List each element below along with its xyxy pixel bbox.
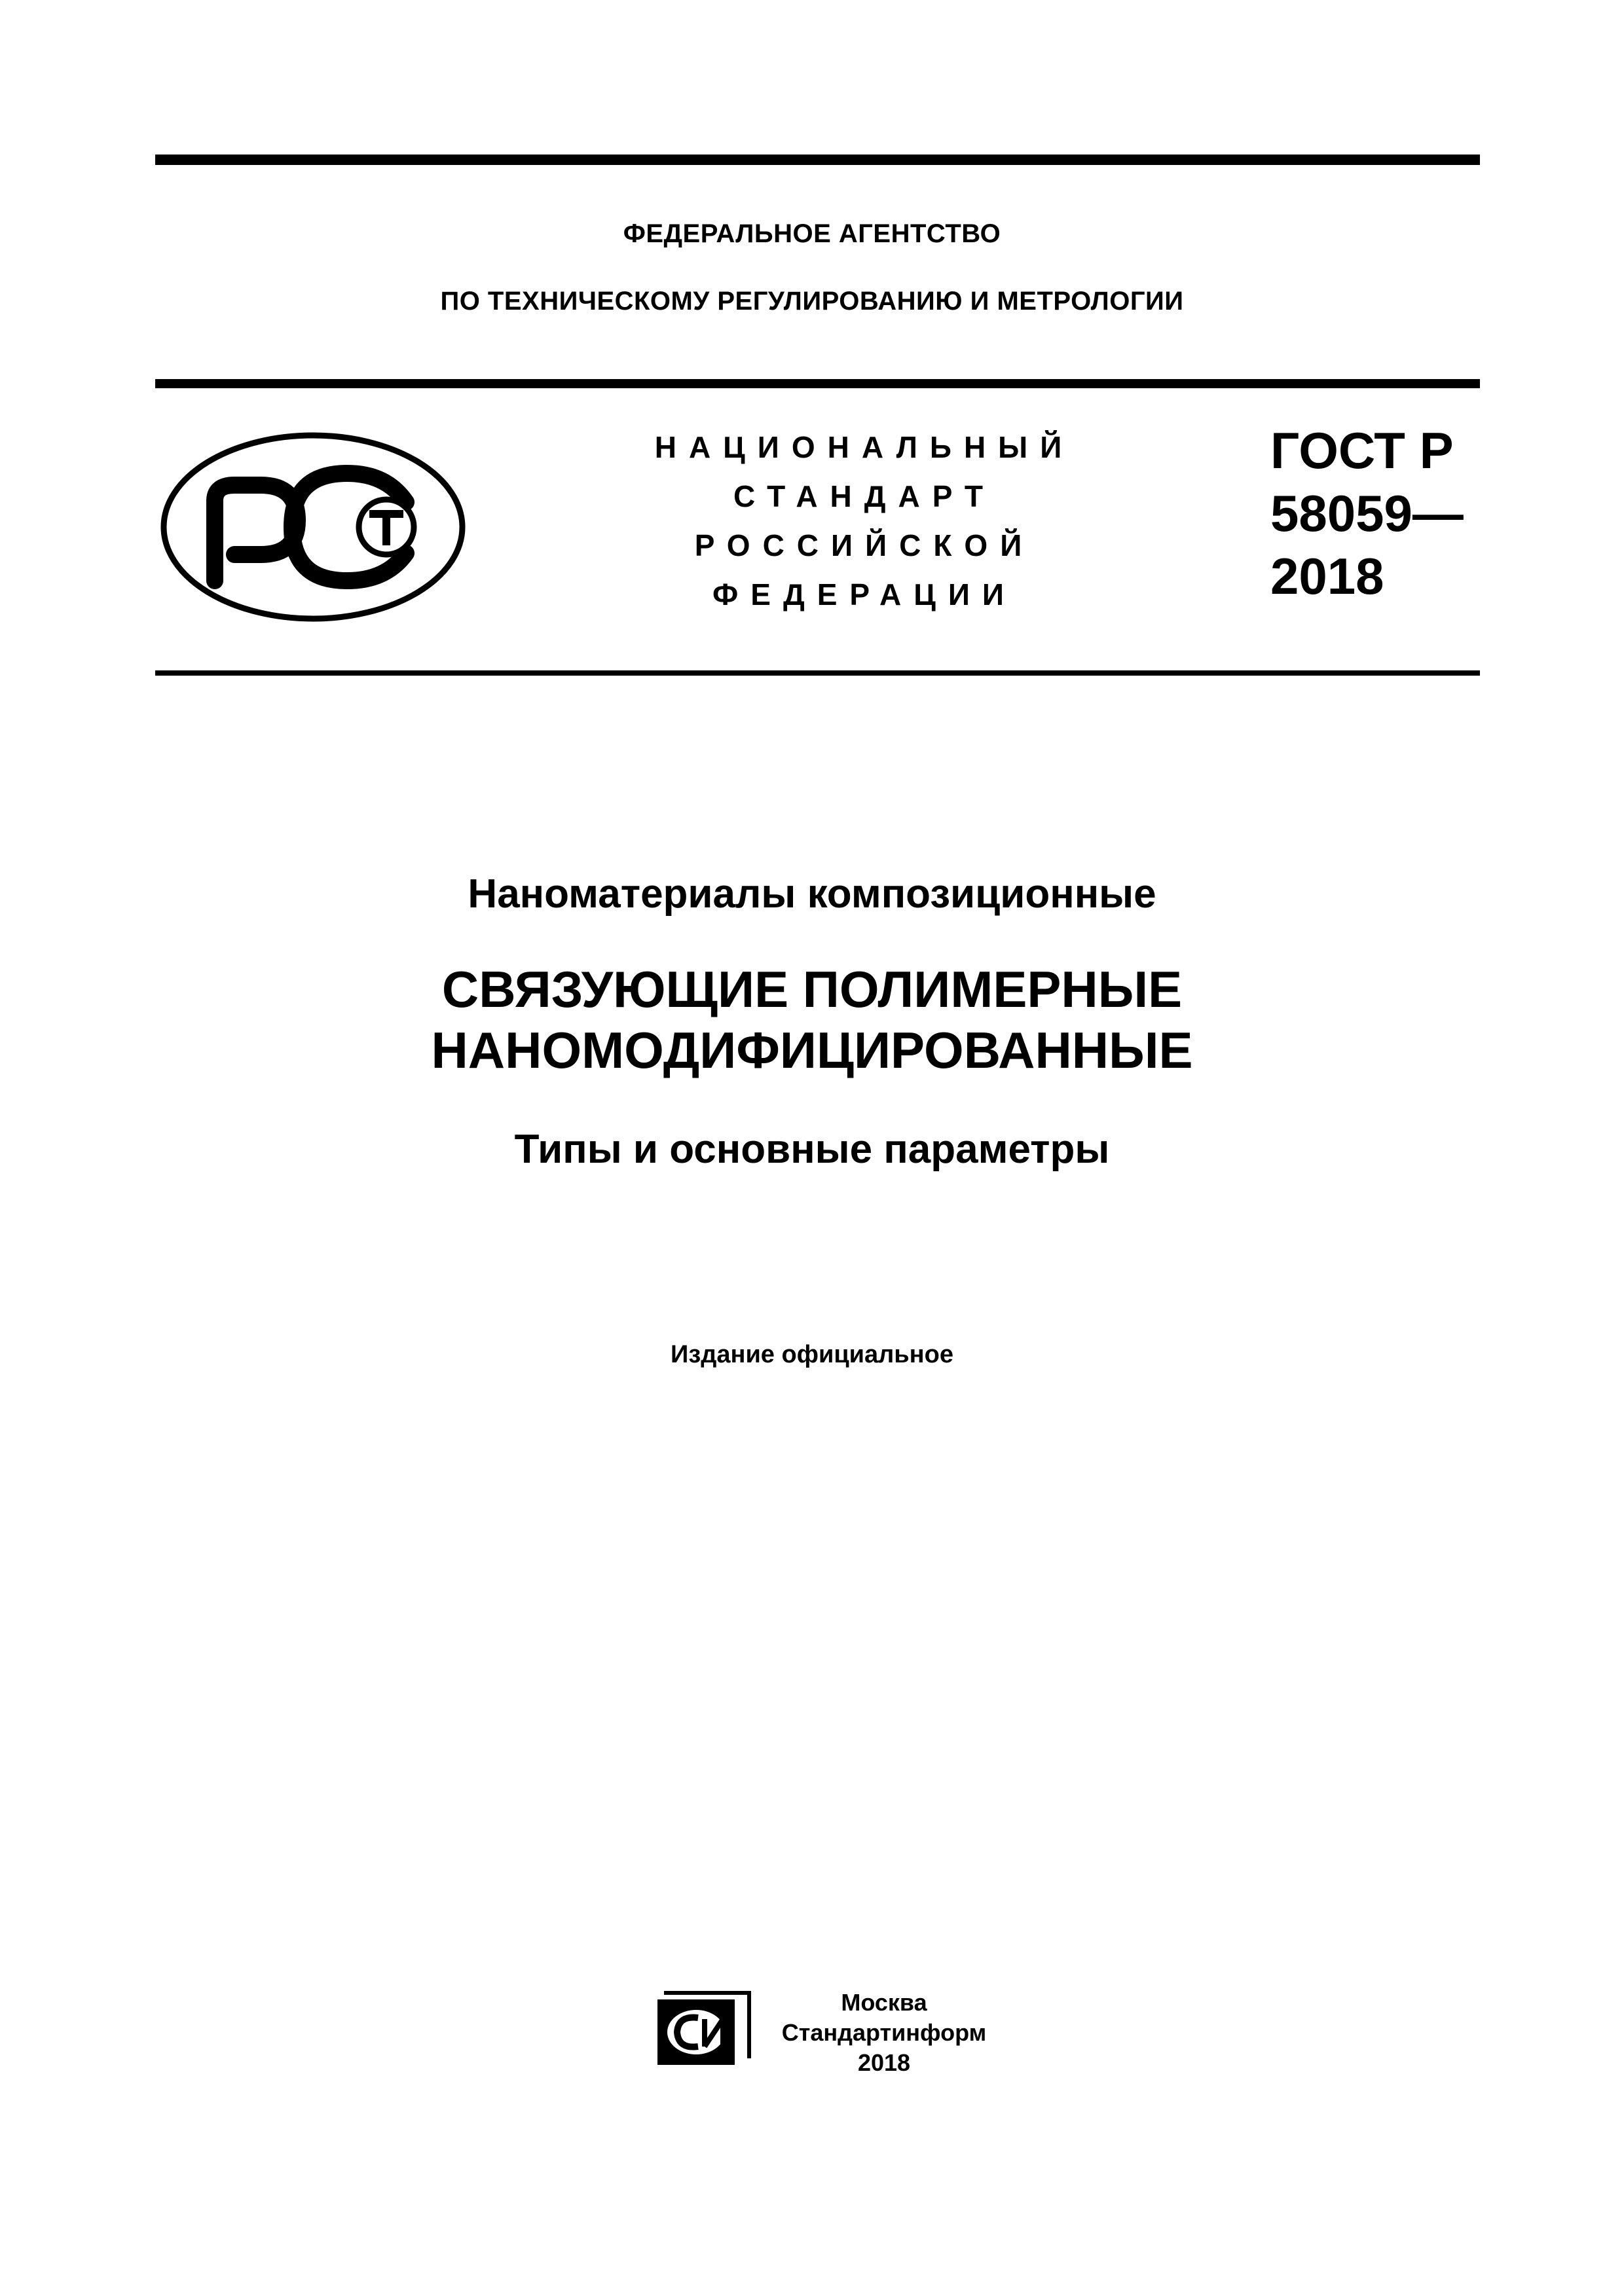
middle-rule bbox=[155, 379, 1480, 388]
national-standard-line: ФЕДЕРАЦИИ bbox=[712, 577, 1016, 611]
national-standard-line: РОССИЙСКОЙ bbox=[694, 528, 1035, 562]
gost-number-line: ГОСТ Р bbox=[1270, 422, 1454, 479]
gost-number bbox=[1270, 419, 1464, 608]
document-subject: Наноматериалы композиционные bbox=[468, 871, 1156, 917]
publisher-info bbox=[747, 1988, 1022, 2078]
document-subtitle: Типы и основные параметры bbox=[514, 1127, 1110, 1172]
top-rule bbox=[155, 155, 1480, 165]
edition-label: Издание официальное bbox=[671, 1341, 953, 1368]
bottom-rule bbox=[155, 670, 1480, 676]
publisher-name: Стандартинформ bbox=[781, 2019, 987, 2046]
rst-certification-mark-icon bbox=[157, 429, 471, 625]
national-standard-line: СТАНДАРТ bbox=[733, 479, 995, 513]
publisher-city: Москва bbox=[841, 1989, 927, 2016]
national-standard-label bbox=[642, 423, 1087, 619]
agency-name-line-2: ПО ТЕХНИЧЕСКОМУ РЕГУЛИРОВАНИЮ И МЕТРОЛОГИИ bbox=[440, 287, 1184, 316]
document-title-line: НАНОМОДИФИЦИРОВАННЫЕ bbox=[431, 1021, 1193, 1079]
document-title-line: СВЯЗУЮЩИЕ ПОЛИМЕРНЫЕ bbox=[441, 960, 1183, 1018]
document-title bbox=[0, 959, 1624, 1081]
gost-number-line: 58059— bbox=[1270, 484, 1464, 542]
standartinform-logo-icon bbox=[655, 1990, 752, 2068]
national-standard-line: НАЦИОНАЛЬНЫЙ bbox=[654, 430, 1075, 464]
publication-year: 2018 bbox=[857, 2049, 911, 2076]
agency-name-line-1: ФЕДЕРАЛЬНОЕ АГЕНТСТВО bbox=[623, 219, 1001, 248]
gost-number-line: 2018 bbox=[1270, 547, 1384, 605]
